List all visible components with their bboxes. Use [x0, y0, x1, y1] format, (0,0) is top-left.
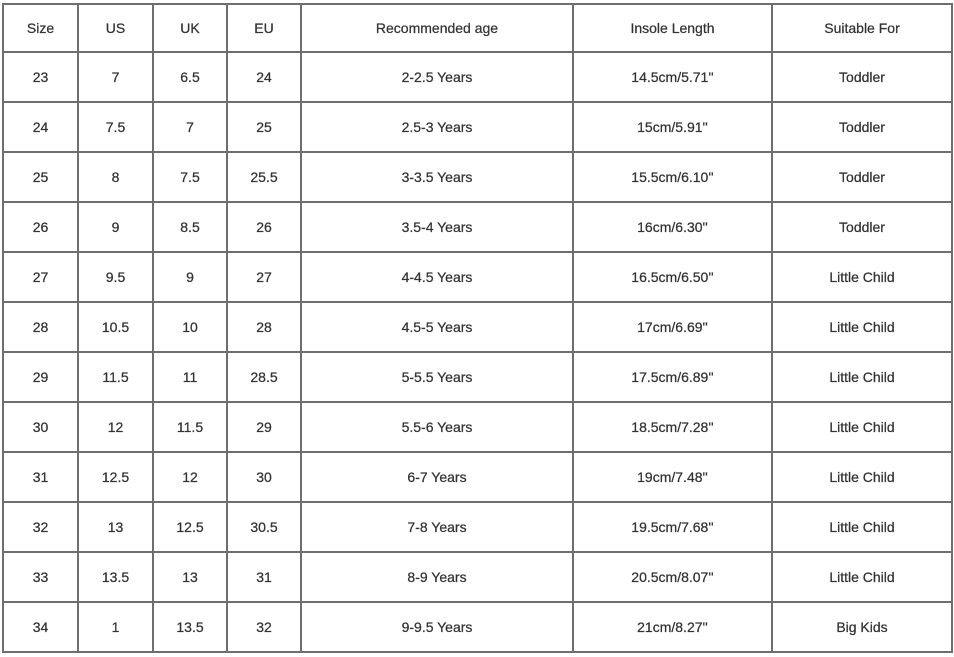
insole-length-cell: 17.5cm/6.89'': [573, 352, 772, 402]
recommended-age-cell: 3.5-4 Years: [301, 202, 573, 252]
recommended-age-cell: 2.5-3 Years: [301, 102, 573, 152]
recommended-age-cell: 4-4.5 Years: [301, 252, 573, 302]
insole-length-cell: 17cm/6.69'': [573, 302, 772, 352]
suitable-for-cell: Toddler: [772, 52, 952, 102]
us-cell: 13: [78, 502, 153, 552]
size-cell: 26: [3, 202, 78, 252]
insole-length-cell: 21cm/8.27'': [573, 602, 772, 652]
header-size: Size: [3, 4, 78, 52]
size-cell: 23: [3, 52, 78, 102]
uk-cell: 7: [153, 102, 227, 152]
uk-cell: 11: [153, 352, 227, 402]
eu-cell: 31: [227, 552, 301, 602]
insole-length-cell: 19.5cm/7.68'': [573, 502, 772, 552]
header-uk: UK: [153, 4, 227, 52]
size-cell: 27: [3, 252, 78, 302]
suitable-for-cell: Toddler: [772, 102, 952, 152]
size-cell: 33: [3, 552, 78, 602]
suitable-for-cell: Little Child: [772, 252, 952, 302]
recommended-age-cell: 8-9 Years: [301, 552, 573, 602]
eu-cell: 30.5: [227, 502, 301, 552]
us-cell: 7: [78, 52, 153, 102]
uk-cell: 9: [153, 252, 227, 302]
suitable-for-cell: Little Child: [772, 302, 952, 352]
recommended-age-cell: 7-8 Years: [301, 502, 573, 552]
suitable-for-cell: Toddler: [772, 152, 952, 202]
eu-cell: 25.5: [227, 152, 301, 202]
insole-length-cell: 14.5cm/5.71'': [573, 52, 772, 102]
suitable-for-cell: Little Child: [772, 402, 952, 452]
eu-cell: 28.5: [227, 352, 301, 402]
us-cell: 8: [78, 152, 153, 202]
uk-cell: 8.5: [153, 202, 227, 252]
uk-cell: 10: [153, 302, 227, 352]
uk-cell: 13.5: [153, 602, 227, 652]
table-body: [3, 52, 952, 652]
eu-cell: 28: [227, 302, 301, 352]
recommended-age-cell: 6-7 Years: [301, 452, 573, 502]
table-row: [3, 152, 952, 202]
insole-length-cell: 20.5cm/8.07'': [573, 552, 772, 602]
table-row: [3, 502, 952, 552]
eu-cell: 32: [227, 602, 301, 652]
insole-length-cell: 16.5cm/6.50'': [573, 252, 772, 302]
insole-length-cell: 16cm/6.30'': [573, 202, 772, 252]
size-cell: 31: [3, 452, 78, 502]
header-us: US: [78, 4, 153, 52]
table-row: [3, 552, 952, 602]
table-row: [3, 602, 952, 652]
suitable-for-cell: Little Child: [772, 502, 952, 552]
insole-length-cell: 18.5cm/7.28'': [573, 402, 772, 452]
recommended-age-cell: 3-3.5 Years: [301, 152, 573, 202]
table-row: [3, 302, 952, 352]
eu-cell: 30: [227, 452, 301, 502]
header-recommended-age: Recommended age: [301, 4, 573, 52]
eu-cell: 25: [227, 102, 301, 152]
us-cell: 13.5: [78, 552, 153, 602]
uk-cell: 12.5: [153, 502, 227, 552]
us-cell: 10.5: [78, 302, 153, 352]
insole-length-cell: 19cm/7.48'': [573, 452, 772, 502]
size-cell: 30: [3, 402, 78, 452]
table-row: [3, 402, 952, 452]
table-row: [3, 202, 952, 252]
size-cell: 24: [3, 102, 78, 152]
recommended-age-cell: 5-5.5 Years: [301, 352, 573, 402]
eu-cell: 26: [227, 202, 301, 252]
recommended-age-cell: 5.5-6 Years: [301, 402, 573, 452]
recommended-age-cell: 9-9.5 Years: [301, 602, 573, 652]
eu-cell: 24: [227, 52, 301, 102]
uk-cell: 7.5: [153, 152, 227, 202]
suitable-for-cell: Little Child: [772, 352, 952, 402]
suitable-for-cell: Big Kids: [772, 602, 952, 652]
table-row: [3, 252, 952, 302]
uk-cell: 11.5: [153, 402, 227, 452]
header-insole-length: Insole Length: [573, 4, 772, 52]
us-cell: 1: [78, 602, 153, 652]
size-cell: 25: [3, 152, 78, 202]
insole-length-cell: 15.5cm/6.10'': [573, 152, 772, 202]
us-cell: 9: [78, 202, 153, 252]
us-cell: 11.5: [78, 352, 153, 402]
recommended-age-cell: 2-2.5 Years: [301, 52, 573, 102]
eu-cell: 29: [227, 402, 301, 452]
suitable-for-cell: Little Child: [772, 452, 952, 502]
size-cell: 34: [3, 602, 78, 652]
header-row: [3, 4, 952, 52]
uk-cell: 12: [153, 452, 227, 502]
size-cell: 29: [3, 352, 78, 402]
uk-cell: 6.5: [153, 52, 227, 102]
us-cell: 12.5: [78, 452, 153, 502]
eu-cell: 27: [227, 252, 301, 302]
table-row: [3, 102, 952, 152]
suitable-for-cell: Toddler: [772, 202, 952, 252]
insole-length-cell: 15cm/5.91'': [573, 102, 772, 152]
size-chart-table: [2, 3, 953, 653]
us-cell: 7.5: [78, 102, 153, 152]
size-cell: 32: [3, 502, 78, 552]
table-row: [3, 452, 952, 502]
header-suitable-for: Suitable For: [772, 4, 952, 52]
header-eu: EU: [227, 4, 301, 52]
recommended-age-cell: 4.5-5 Years: [301, 302, 573, 352]
table-row: [3, 352, 952, 402]
table-row: [3, 52, 952, 102]
us-cell: 9.5: [78, 252, 153, 302]
uk-cell: 13: [153, 552, 227, 602]
suitable-for-cell: Little Child: [772, 552, 952, 602]
us-cell: 12: [78, 402, 153, 452]
size-cell: 28: [3, 302, 78, 352]
